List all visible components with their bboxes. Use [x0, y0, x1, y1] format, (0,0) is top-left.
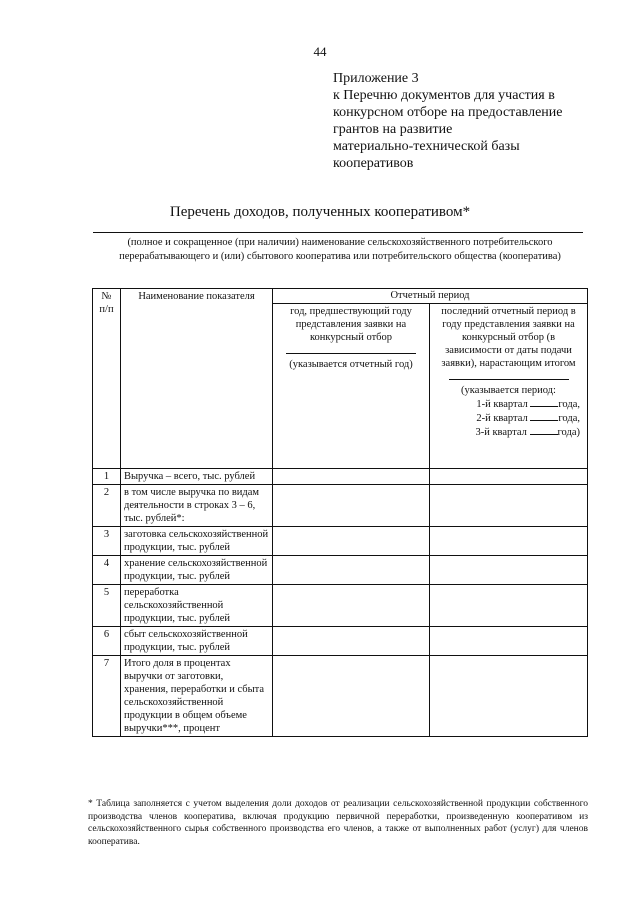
row-num: 3 [93, 527, 121, 556]
row-name: сбыт сельскохозяйственной продукции, тыс. рублей [121, 627, 273, 656]
table-row [93, 527, 588, 556]
row-name: Выручка – всего, тыс. рублей [121, 469, 273, 485]
header-prev-year [273, 304, 430, 469]
header-name: Наименование показателя [121, 289, 273, 469]
page-number: 44 [313, 44, 327, 59]
row-name: переработка сельскохозяйственной продукции, тыс. рублей [121, 585, 273, 627]
quarter-1-year: года, [558, 399, 580, 410]
row-name: Итого доля в процентах выручки от заготовки, хранения, переработки и сбыта сельскохозяйственной продукции в общем объеме выручки***, процент [121, 656, 273, 737]
cooperative-name-fill-line [93, 232, 583, 233]
fill-line-caption [60, 236, 620, 264]
header-last-period [430, 304, 588, 469]
row-name: в том числе выручка по видам деятельности в строках 3 – 6, тыс. рублей*: [121, 485, 273, 527]
appendix-line: кооперативов [333, 156, 414, 171]
table-row [93, 656, 588, 737]
row-value-last-period[interactable] [430, 527, 588, 556]
quarter-3-label: 3-й квартал [475, 427, 527, 438]
header-num: № п/п [93, 289, 121, 469]
quarter-1-line [433, 397, 584, 411]
appendix-line: Приложение 3 [333, 71, 419, 86]
appendix-line: грантов на развитие [333, 122, 453, 137]
footnote: * Таблица заполняется с учетом выделения доли доходов от реализации сельскохозяйственной продукции собственного производства членов кооператива, включая продукцию первичной переработки, произведенную кооперативом из сельскохозяйственного сырья собственного производства его членов, а также от выполненных работ (услуг) для членов кооператива. [88, 799, 588, 847]
row-num: 5 [93, 585, 121, 627]
row-num: 4 [93, 556, 121, 585]
table-row [93, 485, 588, 527]
year-fill-line [286, 344, 416, 354]
row-value-prev-year[interactable] [273, 656, 430, 737]
row-value-last-period[interactable] [430, 469, 588, 485]
document-title: Перечень доходов, полученных кооперативом* [169, 204, 471, 220]
quarter-3-year: года) [557, 427, 580, 438]
table-row [93, 627, 588, 656]
row-value-last-period[interactable] [430, 585, 588, 627]
row-value-prev-year[interactable] [273, 556, 430, 585]
row-name: заготовка сельскохозяйственной продукции, тыс. рублей [121, 527, 273, 556]
appendix-line: материально-технической базы [333, 139, 520, 154]
table-row [93, 585, 588, 627]
row-num: 6 [93, 627, 121, 656]
appendix-line: конкурсном отборе на предоставление [333, 105, 563, 120]
row-value-last-period[interactable] [430, 485, 588, 527]
row-num: 2 [93, 485, 121, 527]
last-period-note: (указывается период: [461, 385, 556, 396]
row-value-prev-year[interactable] [273, 469, 430, 485]
caption-line: перерабатывающего и (или) сбытового кооператива или потребительского общества (кооператива) [119, 251, 561, 262]
appendix-heading [333, 70, 593, 172]
prev-year-text: год, предшествующий году представления заявки на конкурсный отбор [290, 306, 412, 343]
table-row [93, 556, 588, 585]
quarter-2-line [433, 411, 584, 425]
header-period: Отчетный период [273, 289, 588, 304]
prev-year-note: (указывается отчетный год) [289, 359, 413, 370]
table-row [93, 469, 588, 485]
quarter-2-blank [530, 411, 558, 421]
row-value-prev-year[interactable] [273, 585, 430, 627]
caption-line: (полное и сокращенное (при наличии) наименование сельскохозяйственного потребительского [127, 237, 553, 248]
row-num: 1 [93, 469, 121, 485]
income-table [92, 288, 588, 737]
quarter-2-year: года, [558, 413, 580, 424]
table-header-row [93, 289, 588, 304]
quarter-2-label: 2-й квартал [476, 413, 528, 424]
row-value-prev-year[interactable] [273, 485, 430, 527]
row-value-last-period[interactable] [430, 656, 588, 737]
row-value-prev-year[interactable] [273, 527, 430, 556]
row-num: 7 [93, 656, 121, 737]
quarter-3-line [433, 425, 584, 439]
row-value-prev-year[interactable] [273, 627, 430, 656]
quarter-1-blank [530, 397, 558, 407]
last-period-text: последний отчетный период в году представления заявки на конкурсный отбор (в зависимости от даты подачи заявки), нарастающим итогом [441, 306, 576, 369]
period-fill-line [449, 370, 569, 380]
row-value-last-period[interactable] [430, 556, 588, 585]
quarter-1-label: 1-й квартал [476, 399, 528, 410]
row-name: хранение сельскохозяйственной продукции, тыс. рублей [121, 556, 273, 585]
quarter-3-blank [530, 425, 558, 435]
appendix-line: к Перечню документов для участия в [333, 88, 555, 103]
row-value-last-period[interactable] [430, 627, 588, 656]
